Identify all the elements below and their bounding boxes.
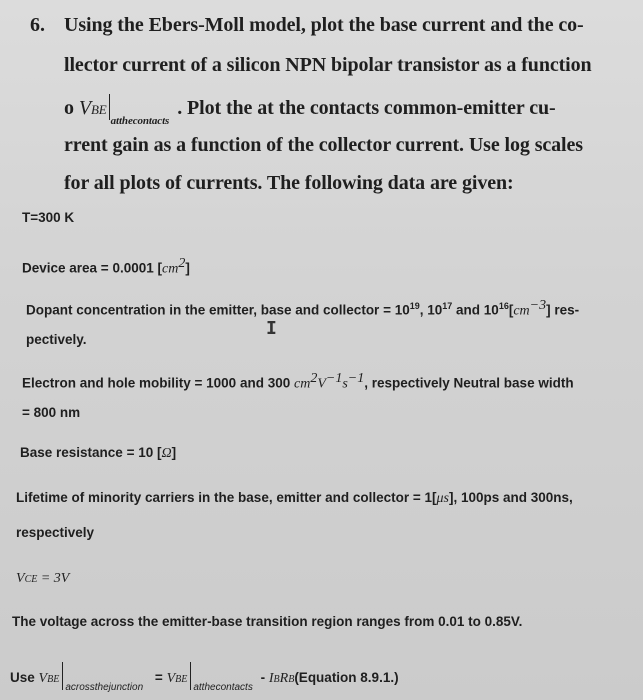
vbe-symbol [79,97,107,119]
base-resistance: Base resistance = 10 [Ω] [20,445,177,461]
dopant-concentration-continued: pectively. [26,332,87,347]
minority-carrier-lifetime-continued: respectively [16,525,95,540]
question-line-4: rrent gain as a function of the collector current. Use log scales [64,134,583,156]
minority-carrier-lifetime: Lifetime of minority carriers in the base, emitter and collector = 1[μs], 100ps and 300ns, [16,490,573,506]
voltage-range: The voltage across the emitter-base transition region ranges from 0.01 to 0.85V. [12,614,523,629]
text-cursor-icon: I [266,318,277,339]
evaluation-bar [109,94,110,120]
question-line-2: llector current of a silicon NPN bipolar transistor as a function [64,54,592,76]
question-line-3-prefix: o [64,97,74,119]
question-line-3-suffix: . Plot the at the contacts common-emitter cu- [177,97,556,119]
device-area: Device area = 0.0001 $[cm^2]$ [22,256,190,277]
vbe-letter: V [78,97,91,119]
evaluation-subscript: atthecontacts [110,115,170,127]
vce-value: VCE = 3V [16,571,70,586]
vbe-equation: Use $VBE_{acrossthejunction} = VBE_{atthecontacts}$ - IBRB(Equation 8.9.1.) [10,662,399,690]
base-width: = 800 nm [22,405,81,420]
question-line-5: for all plots of currents. The following data are given: [64,172,514,194]
dopant-concentration: Dopant concentration in the emitter, base and collector = $10^{19}$, $10^{17}$ and $10^{16}[cm^{-3}]$ res- [26,298,580,319]
question-line-1: Using the Ebers-Moll model, plot the base current and the co- [64,14,584,36]
question-number: 6. [30,14,45,36]
mobility: Electron and hole mobility = 1000 and 300 $cm^2V^{-1}s^{-1}$, respectively Neutral base width [22,371,574,392]
vbe-subscript: BE [90,102,107,117]
question-line-3 [64,94,556,127]
temperature: T=300 K [22,210,75,225]
